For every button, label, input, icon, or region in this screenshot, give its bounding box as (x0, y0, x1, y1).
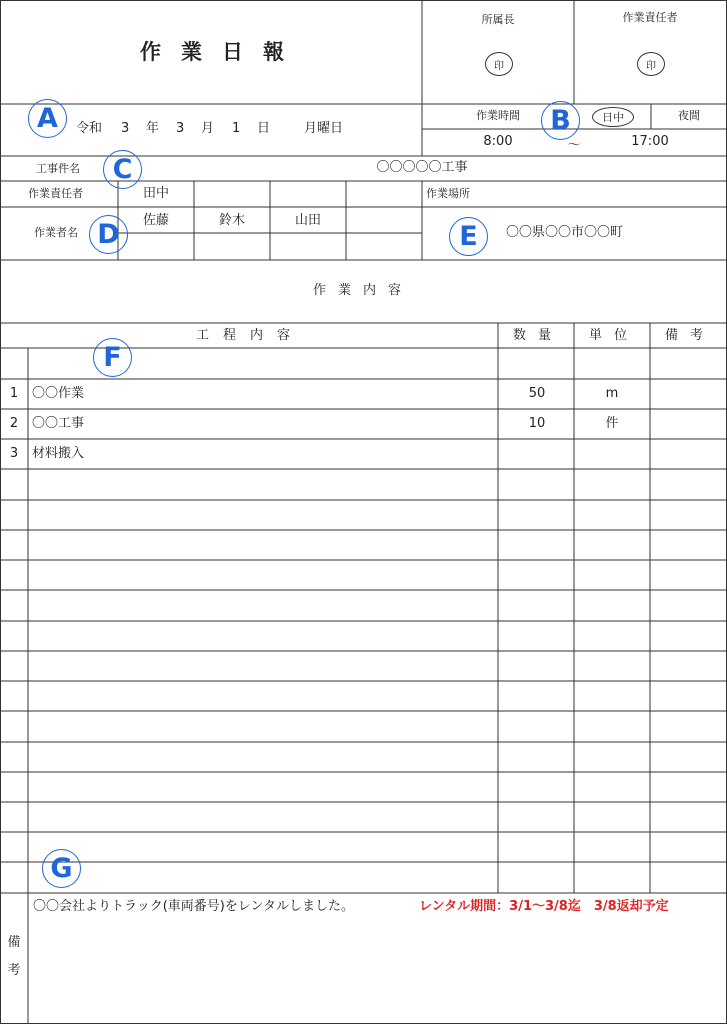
worker-name: 佐藤 (142, 213, 170, 228)
marker-b: B (541, 101, 580, 140)
row-process: 〇〇作業 (32, 386, 85, 401)
manager-label: 所属長 (481, 13, 515, 26)
marker-g: G (42, 849, 81, 888)
marker-f: F (93, 338, 132, 377)
row-unit: 件 (605, 416, 619, 431)
supervisor-label: 作業責任者 (28, 187, 83, 200)
date-day-unit: 日 (257, 121, 271, 136)
process-header: 工程内容 (195, 328, 305, 343)
unit-header: 単位 (588, 328, 640, 343)
worker-name: 鈴木 (218, 213, 246, 228)
date-weekday: 月曜日 (304, 121, 344, 136)
date-year-unit: 年 (146, 121, 160, 136)
date-day: 1 (232, 121, 241, 136)
day-shift-option: 日中 (592, 107, 634, 127)
row-process: 材料搬入 (32, 446, 85, 461)
content-heading: 作業内容 (312, 283, 414, 298)
night-shift-option: 夜間 (678, 109, 700, 122)
project-label: 工事件名 (36, 162, 80, 175)
marker-a: A (28, 99, 67, 138)
marker-c: C (103, 150, 142, 189)
date-year: 3 (121, 121, 130, 136)
marker-e: E (449, 217, 488, 256)
remarks-header: 備考 (664, 328, 716, 343)
date-month-unit: 月 (201, 121, 215, 136)
work-time-tilde: ～ (567, 138, 581, 153)
date-month: 3 (176, 121, 185, 136)
notes-label-1: 備 (7, 935, 21, 950)
quantity-header: 数量 (512, 328, 564, 343)
row-process: 〇〇工事 (32, 416, 85, 431)
project-value: 〇〇〇〇〇工事 (376, 160, 468, 175)
location-label: 作業場所 (426, 187, 470, 200)
work-end-time: 17:00 (631, 134, 669, 149)
row-number: 3 (9, 446, 19, 461)
supervisor-stamp: 印 (637, 52, 665, 76)
row-unit: m (605, 386, 619, 401)
worker-name: 山田 (294, 213, 322, 228)
location-value: 〇〇県〇〇市〇〇町 (506, 225, 624, 240)
report-title: 作業日報 (140, 40, 304, 64)
marker-d: D (89, 215, 128, 254)
notes-text: 〇〇会社よりトラック(車両番号)をレンタルしました。 (33, 899, 355, 914)
row-quantity: 10 (528, 416, 546, 431)
supervisor-approval-label: 作業責任者 (622, 11, 678, 24)
work-start-time: 8:00 (483, 134, 513, 149)
workers-label: 作業者名 (34, 226, 78, 239)
row-quantity: 50 (528, 386, 546, 401)
supervisor-name: 田中 (142, 186, 170, 201)
row-number: 2 (9, 416, 19, 431)
notes-highlight: レンタル期間：3/1～3/8迄 3/8返却予定 (419, 899, 669, 914)
row-number: 1 (9, 386, 19, 401)
notes-label-2: 考 (7, 963, 21, 978)
work-time-label: 作業時間 (476, 109, 520, 122)
date-era: 令和 (76, 121, 103, 136)
manager-stamp: 印 (485, 52, 513, 76)
